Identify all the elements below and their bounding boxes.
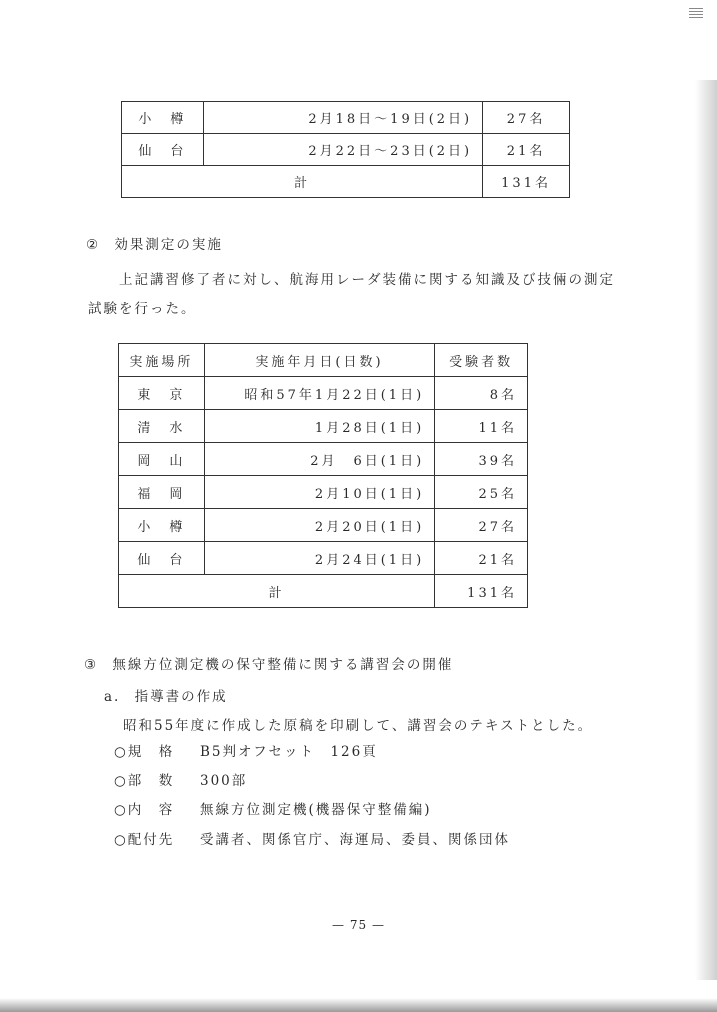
count-cell: 27名	[435, 509, 528, 542]
scan-mark	[689, 8, 703, 20]
scan-shadow-bottom	[0, 998, 717, 1012]
place-cell: 仙 台	[119, 542, 205, 575]
table-total-row	[119, 575, 528, 608]
place-cell: 仙 台	[122, 134, 204, 166]
spec-value: 300部	[200, 773, 248, 789]
spec-value: 受講者、関係官庁、海運局、委員、関係団体	[200, 832, 510, 848]
place-cell: 小 樽	[119, 509, 205, 542]
table-row	[119, 542, 528, 575]
spec-item	[114, 740, 378, 760]
count-cell: 21名	[483, 134, 570, 166]
date-cell: 2月20日(1日)	[204, 509, 434, 542]
scan-shadow-right	[695, 80, 717, 980]
section-title: 効果測定の実施	[114, 237, 223, 253]
spec-label: ○配付先	[114, 832, 175, 848]
spec-item	[114, 828, 510, 848]
date-cell: 2月10日(1日)	[204, 476, 434, 509]
section-title: 無線方位測定機の保守整備に関する講習会の開催	[112, 657, 454, 673]
count-cell: 25名	[435, 476, 528, 509]
place-cell: 清 水	[119, 410, 205, 443]
date-cell: 2月18日〜19日(2日)	[203, 102, 482, 134]
place-cell: 東 京	[119, 377, 205, 410]
count-cell: 8名	[435, 377, 528, 410]
spec-item	[114, 769, 247, 789]
total-label: 計	[122, 166, 483, 198]
body-text: 上記講習修了者に対し、航海用レーダ装備に関する知識及び技倆の測定	[119, 272, 615, 288]
section-3-heading	[84, 653, 453, 673]
subsection-heading	[104, 685, 228, 705]
count-cell: 39名	[435, 443, 528, 476]
spec-item	[114, 798, 432, 818]
column-header: 実施年月日(日数)	[204, 344, 434, 377]
spec-value: 無線方位測定機(機器保守整備編)	[200, 802, 432, 818]
total-value: 131名	[483, 166, 570, 198]
table-row	[122, 102, 570, 134]
section-marker: ②	[86, 237, 101, 253]
body-text: 昭和55年度に作成した原稿を印刷して、講習会のテキストとした。	[123, 718, 594, 734]
place-cell: 小 樽	[122, 102, 204, 134]
total-label: 計	[119, 575, 435, 608]
page-number: — 75 —	[332, 918, 385, 932]
section-2-heading	[86, 233, 223, 253]
table-row	[119, 509, 528, 542]
table-row	[119, 377, 528, 410]
subsection-title: 指導書の作成	[134, 689, 228, 705]
count-cell: 21名	[435, 542, 528, 575]
spec-value: B5判オフセット 126頁	[200, 744, 378, 760]
date-cell: 2月 6日(1日)	[204, 443, 434, 476]
section-marker: ③	[84, 657, 99, 673]
table-row	[122, 134, 570, 166]
column-header: 実施場所	[119, 344, 205, 377]
training-table	[121, 101, 570, 198]
place-cell: 岡 山	[119, 443, 205, 476]
place-cell: 福 岡	[119, 476, 205, 509]
date-cell: 昭和57年1月22日(1日)	[204, 377, 434, 410]
table-row	[119, 443, 528, 476]
subsection-marker: a.	[104, 689, 121, 705]
spec-label: ○規 格	[114, 744, 175, 760]
count-cell: 11名	[435, 410, 528, 443]
body-text: 試験を行った。	[88, 301, 197, 317]
table-total-row	[122, 166, 570, 198]
table-row	[119, 410, 528, 443]
date-cell: 2月24日(1日)	[204, 542, 434, 575]
date-cell: 2月22日〜23日(2日)	[203, 134, 482, 166]
count-cell: 27名	[483, 102, 570, 134]
spec-label: ○内 容	[114, 802, 175, 818]
table-row	[119, 476, 528, 509]
exam-table	[118, 343, 528, 608]
column-header: 受験者数	[435, 344, 528, 377]
spec-label: ○部 数	[114, 773, 175, 789]
total-value: 131名	[435, 575, 528, 608]
date-cell: 1月28日(1日)	[204, 410, 434, 443]
table-header-row	[119, 344, 528, 377]
